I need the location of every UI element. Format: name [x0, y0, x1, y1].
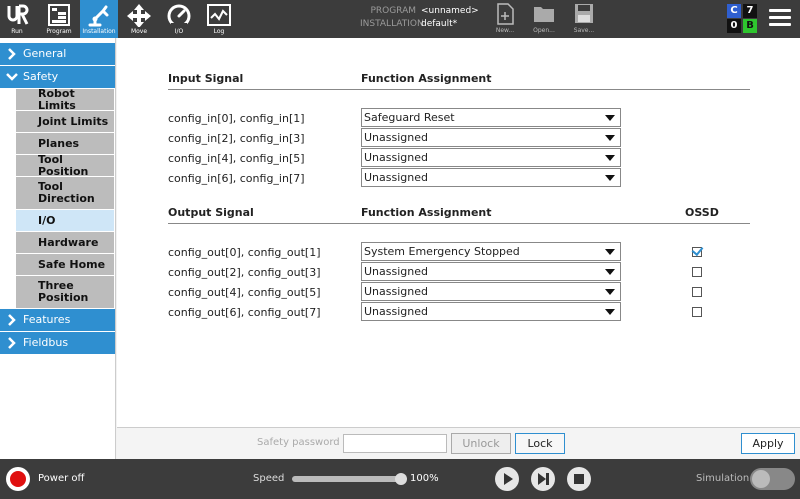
chevron-down-icon [6, 71, 18, 83]
status-b-badge: B [743, 19, 757, 33]
input-function-header: Function Assignment [361, 72, 492, 85]
program-key: PROGRAM [370, 6, 416, 16]
output-header-divider [168, 223, 750, 224]
installation-key: INSTALLATION [360, 19, 424, 29]
program-value: <unnamed> [421, 6, 479, 16]
log-icon [206, 3, 232, 27]
output-function-select[interactable] [361, 242, 621, 261]
sidebar-item-safe-home[interactable] [16, 254, 114, 275]
hamburger-menu-icon[interactable] [769, 9, 791, 27]
save-icon [574, 3, 594, 25]
lock-button[interactable]: Lock [515, 433, 565, 454]
apply-button[interactable]: Apply [741, 433, 795, 454]
select-value: Unassigned [364, 305, 428, 318]
sidebar-item-fieldbus[interactable] [0, 332, 115, 354]
input-signal-label: config_in[6], config_in[7] [168, 172, 305, 185]
ossd-header: OSSD [685, 206, 719, 219]
tab-run-label: Run [11, 28, 23, 35]
ossd-checkbox[interactable] [692, 307, 702, 317]
bottom-bar [0, 459, 800, 499]
program-icon [46, 3, 72, 27]
sidebar-item-general[interactable] [0, 43, 115, 65]
step-forward-icon [531, 467, 555, 491]
output-signal-label: config_out[4], config_out[5] [168, 286, 321, 299]
sidebar [0, 38, 116, 459]
chevron-right-icon [6, 314, 18, 326]
stop-button[interactable] [567, 467, 591, 491]
dropdown-arrow-icon [605, 115, 615, 121]
output-function-select[interactable] [361, 262, 621, 281]
io-icon [166, 3, 192, 27]
input-function-select[interactable] [361, 108, 621, 127]
stop-icon [567, 467, 591, 491]
program-info [360, 5, 479, 31]
tab-io[interactable] [164, 0, 194, 38]
safety-io-panel [117, 38, 800, 427]
select-value: Unassigned [364, 151, 428, 164]
ossd-checkbox[interactable] [692, 267, 702, 277]
output-function-select[interactable] [361, 282, 621, 301]
speed-label: Speed [253, 473, 285, 484]
speed-value: 100% [410, 473, 439, 484]
speed-slider[interactable] [292, 476, 404, 482]
select-value: Safeguard Reset [364, 111, 455, 124]
sidebar-item-planes[interactable] [16, 133, 114, 154]
sidebar-item-features[interactable] [0, 309, 115, 331]
simulation-label: Simulation [696, 473, 750, 484]
sidebar-item-label: Joint Limits [38, 114, 109, 128]
status-7-badge: 7 [743, 4, 757, 18]
speed-slider-handle[interactable] [395, 473, 407, 485]
status-0-badge: 0 [727, 19, 741, 33]
sidebar-item-label: Tool Direction [38, 180, 95, 205]
new-label: New... [495, 27, 515, 34]
sidebar-item-general-label: General [23, 47, 67, 60]
chevron-right-icon [6, 48, 18, 60]
unlock-button[interactable]: Unlock [451, 433, 511, 454]
status-c-badge: C [727, 4, 741, 18]
dropdown-arrow-icon [605, 309, 615, 315]
step-button[interactable] [531, 467, 555, 491]
folder-icon [533, 3, 555, 25]
tab-installation-label: Installation [82, 28, 116, 35]
sidebar-item-label: Three Position [38, 279, 89, 304]
sidebar-item-three-position[interactable] [16, 276, 114, 308]
input-signal-label: config_in[2], config_in[3] [168, 132, 305, 145]
tab-log-label: Log [213, 28, 225, 35]
sidebar-item-tool-position[interactable] [16, 152, 114, 178]
save-button[interactable] [568, 3, 600, 34]
select-value: System Emergency Stopped [364, 245, 520, 258]
output-function-header: Function Assignment [361, 206, 492, 219]
power-status-label: Power off [38, 473, 85, 484]
dropdown-arrow-icon [605, 269, 615, 275]
ossd-checkbox[interactable] [692, 247, 702, 257]
safety-password-input[interactable] [343, 434, 447, 453]
dropdown-arrow-icon [605, 135, 615, 141]
input-function-select[interactable] [361, 148, 621, 167]
installation-icon [86, 3, 112, 27]
sidebar-item-label: Safe Home [38, 257, 106, 271]
input-signal-header: Input Signal [168, 72, 244, 85]
sidebar-item-label: Hardware [38, 235, 99, 249]
tab-log[interactable] [204, 0, 234, 38]
sidebar-item-label: Tool Position [38, 152, 89, 178]
power-button[interactable] [6, 467, 30, 491]
input-signal-label: config_in[0], config_in[1] [168, 112, 305, 125]
top-bar [0, 0, 800, 38]
tab-move-label: Move [130, 28, 148, 35]
output-signal-label: config_out[0], config_out[1] [168, 246, 321, 259]
ur-logo-icon [4, 3, 30, 27]
play-icon [495, 467, 519, 491]
tab-run[interactable] [4, 0, 30, 38]
sidebar-item-features-label: Features [23, 313, 71, 326]
sidebar-item-safety[interactable] [0, 66, 115, 88]
input-signal-label: config_in[4], config_in[5] [168, 152, 305, 165]
sidebar-item-label: Planes [38, 136, 80, 150]
select-value: Unassigned [364, 171, 428, 184]
select-value: Unassigned [364, 285, 428, 298]
installation-value: default* [421, 19, 458, 29]
safety-password-bar [117, 427, 800, 459]
new-button[interactable] [489, 3, 521, 34]
tab-move[interactable] [124, 0, 154, 38]
input-header-divider [168, 89, 750, 90]
new-file-icon [496, 3, 514, 25]
sidebar-item-safety-label: Safety [23, 70, 59, 83]
tab-program[interactable] [44, 0, 74, 38]
simulation-toggle[interactable] [750, 468, 795, 490]
save-label: Save... [573, 27, 595, 34]
sidebar-item-robot-limits[interactable] [16, 86, 114, 112]
sidebar-item-label: I/O [38, 213, 56, 227]
move-icon [126, 3, 152, 27]
dropdown-arrow-icon [605, 289, 615, 295]
input-function-select[interactable] [361, 168, 621, 187]
sidebar-item-fieldbus-label: Fieldbus [23, 336, 69, 349]
sidebar-item-hardware[interactable] [16, 232, 114, 253]
tab-io-label: I/O [174, 28, 184, 35]
output-function-select[interactable] [361, 302, 621, 321]
play-button[interactable] [495, 467, 519, 491]
sidebar-item-joint-limits[interactable] [16, 111, 114, 132]
dropdown-arrow-icon [605, 175, 615, 181]
tab-program-label: Program [46, 28, 72, 35]
input-function-select[interactable] [361, 128, 621, 147]
sidebar-item-io[interactable] [16, 210, 114, 231]
dropdown-arrow-icon [605, 155, 615, 161]
tab-installation[interactable] [80, 0, 118, 38]
sidebar-item-tool-direction[interactable] [16, 177, 114, 209]
chevron-right-icon [6, 337, 18, 349]
output-signal-label: config_out[6], config_out[7] [168, 306, 321, 319]
dropdown-arrow-icon [605, 249, 615, 255]
select-value: Unassigned [364, 131, 428, 144]
open-label: Open... [533, 27, 555, 34]
output-signal-label: config_out[2], config_out[3] [168, 266, 321, 279]
output-signal-header: Output Signal [168, 206, 254, 219]
safety-password-label: Safety password [257, 437, 340, 448]
ossd-checkbox[interactable] [692, 287, 702, 297]
open-button[interactable] [528, 3, 560, 34]
sidebar-item-label: Robot Limits [38, 86, 76, 112]
select-value: Unassigned [364, 265, 428, 278]
